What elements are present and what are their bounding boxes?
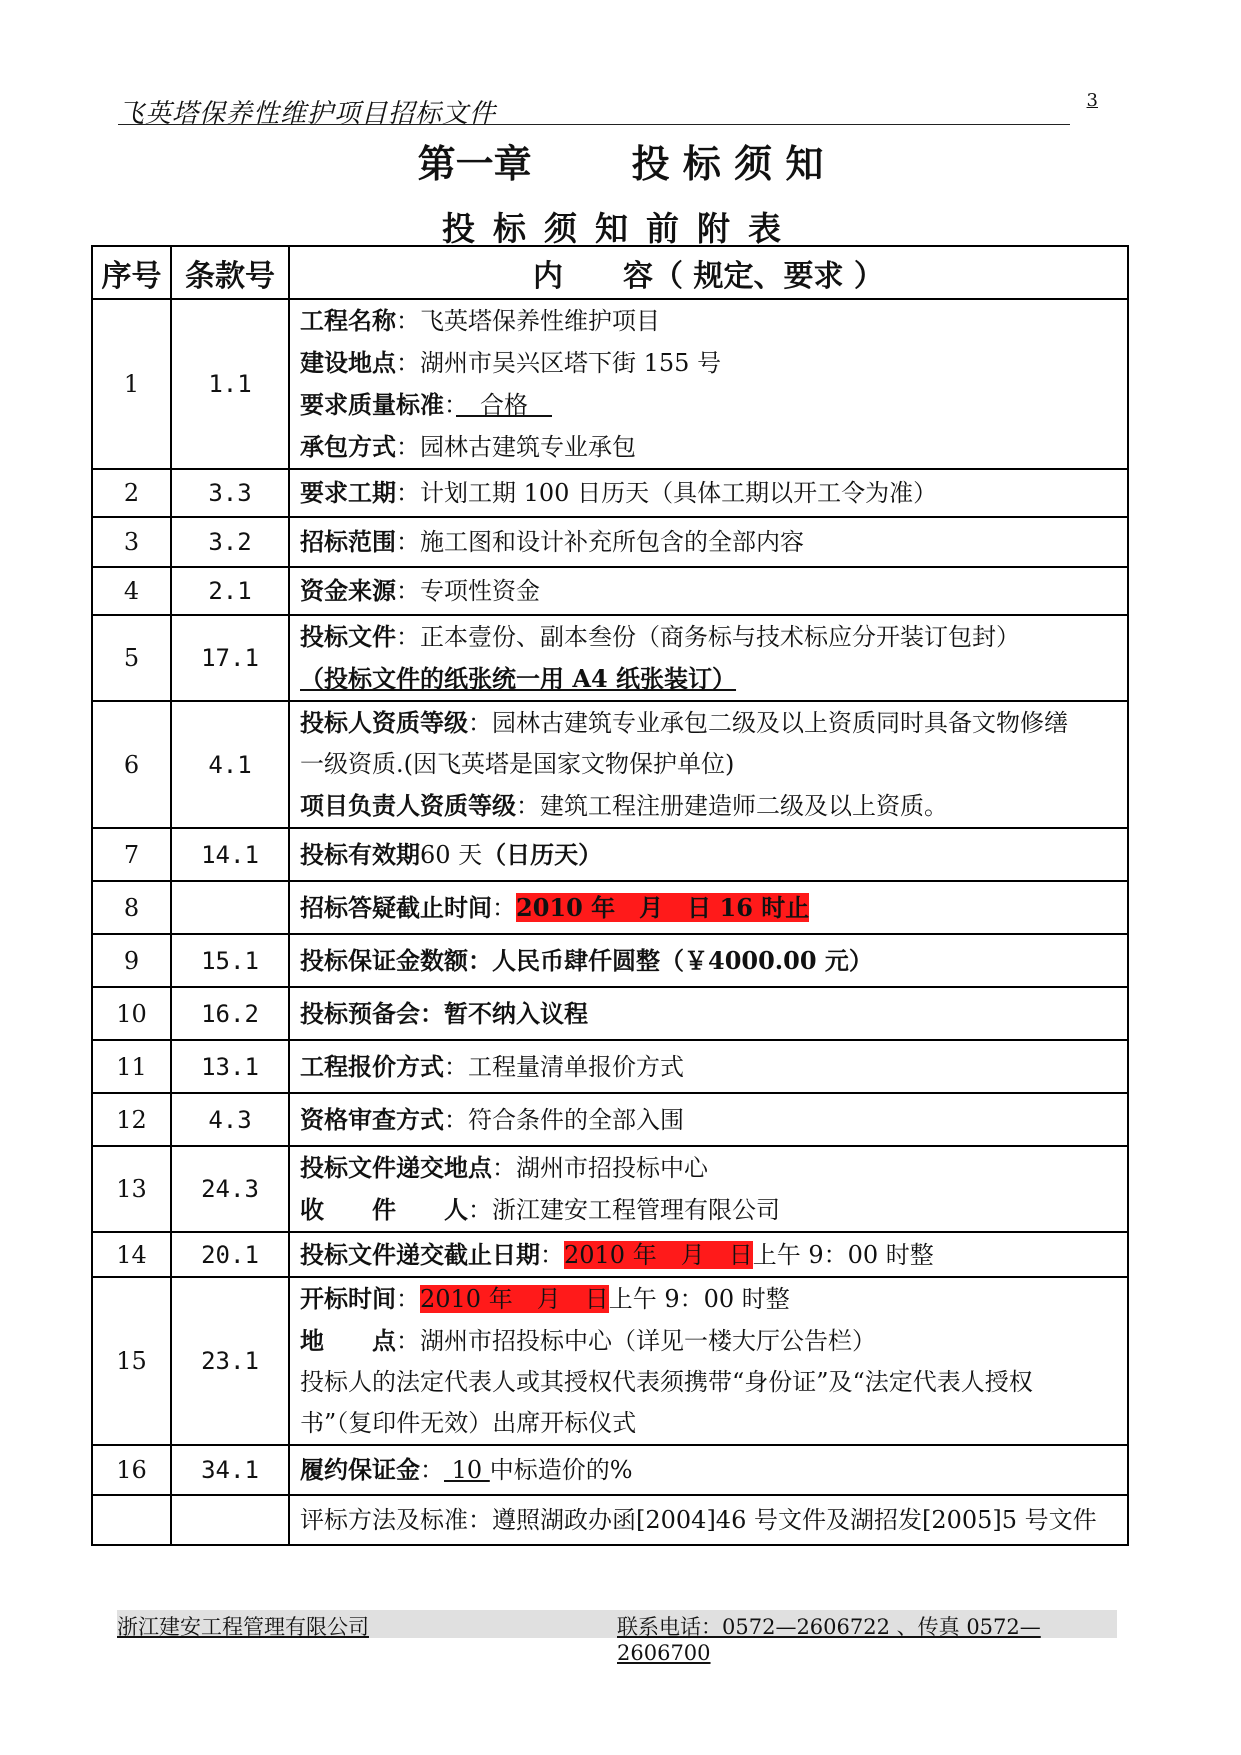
- line-text: 上午 9：00 时整: [608, 1285, 790, 1313]
- line-text: 湖州市吴兴区塔下街 155 号: [420, 349, 722, 377]
- line-label: 履约保证金: [300, 1455, 420, 1484]
- line-label: 工程报价方式: [300, 1051, 444, 1081]
- line-label: 投标文件: [300, 622, 396, 651]
- line-label-suffix: （日历天）: [482, 839, 603, 869]
- row-number: 5: [92, 615, 171, 701]
- line-sep: ：: [396, 1327, 420, 1355]
- page-header: [118, 90, 1098, 129]
- table-row: [92, 1232, 1128, 1277]
- table-subtitle: 投标须知前附表: [442, 209, 799, 248]
- row-content: [289, 934, 1128, 987]
- table-row: [92, 469, 1128, 517]
- clause-number: 4.3: [171, 1093, 289, 1146]
- clause-number: 24.3: [171, 1146, 289, 1232]
- content-line: [300, 384, 1119, 426]
- document-title: 飞英塔保养性维护项目招标文件: [118, 99, 497, 129]
- table-row: [92, 701, 1128, 828]
- content-line: [300, 1362, 1119, 1403]
- row-number: 13: [92, 1146, 171, 1232]
- clause-number: 15.1: [171, 934, 289, 987]
- line-text-suffix: %: [609, 1456, 633, 1484]
- content-line: [300, 1189, 1119, 1231]
- row-content: [289, 1093, 1128, 1146]
- row-number: 11: [92, 1040, 171, 1093]
- clause-number: 4.1: [171, 701, 289, 828]
- row-content: [289, 987, 1128, 1040]
- row-number: 7: [92, 828, 171, 881]
- clause-number: [171, 881, 289, 934]
- bold-underlined-text: （投标文件的纸张统一用 A4 纸张装订）: [300, 664, 737, 693]
- line-sep: ：: [396, 307, 420, 335]
- line-text: 飞英塔保养性维护项目: [420, 307, 660, 335]
- line-text: 浙江建安工程管理有限公司: [492, 1196, 780, 1224]
- line-label: 地 点: [300, 1326, 396, 1355]
- line-label: 收 件 人: [300, 1195, 468, 1224]
- chapter-number: 第一章: [417, 141, 532, 186]
- line-text: 建筑工程注册建造师二级及以上资质。: [540, 792, 948, 820]
- table-row: [92, 567, 1128, 615]
- footer-contact: 联系电话：0572—2606722 、传真 0572—2606700: [617, 1615, 1041, 1665]
- clause-number: 16.2: [171, 987, 289, 1040]
- clause-number: 2.1: [171, 567, 289, 615]
- line-sep: ：: [396, 479, 420, 507]
- line-label: 工程名称: [300, 306, 396, 335]
- line-text: 施工图和设计补充所包含的全部内容: [420, 528, 804, 556]
- row-number: [92, 1495, 171, 1545]
- line-sep: ：: [396, 623, 420, 651]
- line-text: 评标方法及标准：遵照湖政办函[2004]46 号文件及湖招发[2005]5 号文件: [300, 1505, 1097, 1534]
- line-label: 投标文件递交截止日期: [300, 1239, 540, 1269]
- line-sep: ：: [468, 709, 492, 737]
- line-text: 上午 9：00 时整: [752, 1240, 934, 1269]
- row-number: 10: [92, 987, 171, 1040]
- header-content: 内 容（ 规定、要求 ）: [289, 246, 1128, 299]
- content-line: [300, 993, 1119, 1035]
- row-number: 8: [92, 881, 171, 934]
- content-line: [300, 342, 1119, 384]
- content-line: [300, 1320, 1119, 1362]
- clause-number: 3.2: [171, 517, 289, 567]
- row-content: [289, 567, 1128, 615]
- table-row: [92, 881, 1128, 934]
- table-row: [92, 299, 1128, 469]
- line-text: 湖州市招投标中心: [516, 1154, 708, 1182]
- chapter-title: 投 标 须 知: [631, 141, 824, 186]
- chapter-heading: [0, 133, 1241, 188]
- row-number: 4: [92, 567, 171, 615]
- line-text: 园林古建筑专业承包二级及以上资质同时具备文物修缮: [492, 709, 1068, 737]
- line-sep: ：: [396, 349, 420, 377]
- table-row: [92, 934, 1128, 987]
- underlined-value: 合格: [456, 391, 552, 419]
- line-sep: ：: [444, 1105, 468, 1134]
- content-line: [300, 616, 1119, 658]
- table-row: [92, 1146, 1128, 1232]
- highlighted-date: 2010 年 月 日: [564, 1240, 753, 1269]
- content-line: [300, 300, 1119, 342]
- page-number: 3: [1086, 90, 1098, 111]
- row-number: 12: [92, 1093, 171, 1146]
- header-no: 序号: [92, 246, 171, 299]
- content-line: [300, 1500, 1119, 1541]
- row-content: [289, 1146, 1128, 1232]
- line-text: 中标造价的: [489, 1456, 610, 1484]
- line-label: 项目负责人资质等级: [300, 791, 516, 820]
- row-content: [289, 828, 1128, 881]
- line-text: 专项性资金: [420, 577, 540, 605]
- table-body: [92, 299, 1128, 1545]
- underlined-value: 10: [444, 1456, 490, 1484]
- clause-number: [171, 1495, 289, 1545]
- row-number: 1: [92, 299, 171, 469]
- line-text: 符合条件的全部入围: [468, 1105, 684, 1134]
- line-sep: ：: [492, 1154, 516, 1182]
- line-label: 投标预备会：暂不纳入议程: [300, 998, 588, 1028]
- content-line: [300, 744, 1119, 785]
- header-clause: 条款号: [171, 246, 289, 299]
- row-content: [289, 615, 1128, 701]
- table-row: [92, 517, 1128, 567]
- line-sep: ：: [444, 391, 456, 419]
- table-row: [92, 1093, 1128, 1146]
- bid-notice-table: [91, 245, 1129, 1546]
- content-line: [300, 834, 1119, 876]
- content-line: [300, 1147, 1119, 1189]
- line-text: 园林古建筑专业承包: [420, 433, 636, 461]
- row-content: [289, 517, 1128, 567]
- line-sep: ：: [396, 577, 420, 605]
- table-row: [92, 1040, 1128, 1093]
- clause-number: 1.1: [171, 299, 289, 469]
- clause-number: 23.1: [171, 1277, 289, 1445]
- line-text: 工程量清单报价方式: [468, 1052, 684, 1081]
- clause-number: 3.3: [171, 469, 289, 517]
- row-content: [289, 469, 1128, 517]
- table-row: [92, 987, 1128, 1040]
- table-row: [92, 1445, 1128, 1495]
- clause-number: 14.1: [171, 828, 289, 881]
- line-sep: ：: [420, 1456, 444, 1484]
- row-content: [289, 1445, 1128, 1495]
- row-content: [289, 881, 1128, 934]
- content-line: [300, 940, 1119, 982]
- line-sep: ：: [540, 1240, 564, 1269]
- line-sep: ：: [516, 792, 540, 820]
- row-number: 14: [92, 1232, 171, 1277]
- line-text: 正本壹份、副本叁份（商务标与技术标应分开装订包封）: [420, 623, 1020, 651]
- content-line: [300, 1403, 1119, 1444]
- content-line: [300, 1278, 1119, 1320]
- line-text: 一级资质.(因飞英塔是国家文物保护单位): [300, 750, 735, 778]
- footer-company: 浙江建安工程管理有限公司: [117, 1615, 369, 1639]
- row-number: 15: [92, 1277, 171, 1445]
- line-label: 资金来源: [300, 576, 396, 605]
- table-row: [92, 1277, 1128, 1445]
- row-content: [289, 299, 1128, 469]
- line-text: 计划工期 100 日历天（具体工期以开工令为准）: [420, 479, 938, 507]
- content-line: [300, 1449, 1119, 1491]
- highlighted-date: 2010 年 月 日 16 时止: [516, 892, 810, 922]
- line-text: 书”（复印件无效）出席开标仪式: [300, 1409, 637, 1437]
- row-content: [289, 1232, 1128, 1277]
- table-row: [92, 1495, 1128, 1545]
- content-line: [300, 785, 1119, 827]
- row-number: 16: [92, 1445, 171, 1495]
- clause-number: 17.1: [171, 615, 289, 701]
- content-line: [300, 1099, 1119, 1141]
- clause-number: 20.1: [171, 1232, 289, 1277]
- row-number: 9: [92, 934, 171, 987]
- table-row: [92, 615, 1128, 701]
- line-sep: ：: [468, 1196, 492, 1224]
- table-row: [92, 828, 1128, 881]
- table-header-row: [92, 246, 1128, 299]
- row-number: 2: [92, 469, 171, 517]
- line-text: 湖州市招投标中心（详见一楼大厅公告栏）: [420, 1327, 876, 1355]
- row-number: 6: [92, 701, 171, 828]
- line-sep: ：: [492, 893, 516, 922]
- line-sep: ：: [396, 528, 420, 556]
- content-line: [300, 1234, 1119, 1276]
- line-label: 投标有效期: [300, 839, 420, 869]
- line-label: 招标范围: [300, 527, 396, 556]
- content-line: [300, 702, 1119, 744]
- content-line: [300, 426, 1119, 468]
- highlighted-date: 2010 年 月 日: [420, 1285, 609, 1313]
- content-line: [300, 1046, 1119, 1088]
- line-sep: ：: [396, 1285, 420, 1313]
- line-label: 建设地点: [300, 348, 396, 377]
- row-content: [289, 701, 1128, 828]
- line-label: 要求质量标准: [300, 390, 444, 419]
- row-content: [289, 1495, 1128, 1545]
- content-line: [300, 887, 1119, 929]
- line-label: 要求工期: [300, 478, 396, 507]
- line-label: 投标人资质等级: [300, 708, 468, 737]
- line-text: 投标人的法定代表人或其授权代表须携带“身份证”及“法定代表人授权: [300, 1368, 1033, 1396]
- line-label: 开标时间: [300, 1284, 396, 1313]
- line-text: 60 天: [420, 840, 483, 869]
- row-number: 3: [92, 517, 171, 567]
- page-footer: [117, 1610, 1117, 1665]
- content-line: [300, 658, 1119, 700]
- line-label: 投标保证金数额：人民币肆仟圆整（￥4000.00 元）: [300, 945, 873, 975]
- row-content: [289, 1277, 1128, 1445]
- line-label: 资格审查方式: [300, 1104, 444, 1134]
- content-line: [300, 521, 1119, 563]
- line-label: 招标答疑截止时间: [300, 892, 492, 922]
- row-content: [289, 1040, 1128, 1093]
- line-label: 投标文件递交地点: [300, 1153, 492, 1182]
- content-line: [300, 570, 1119, 612]
- line-sep: ：: [444, 1052, 468, 1081]
- clause-number: 34.1: [171, 1445, 289, 1495]
- line-sep: ：: [396, 433, 420, 461]
- clause-number: 13.1: [171, 1040, 289, 1093]
- line-label: 承包方式: [300, 432, 396, 461]
- content-line: [300, 472, 1119, 514]
